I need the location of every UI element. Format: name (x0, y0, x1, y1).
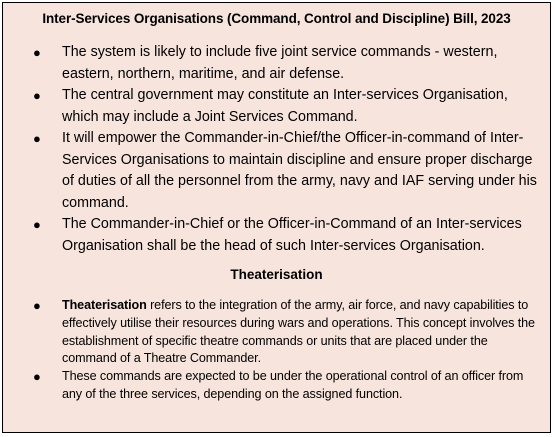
bullet-icon: ● (33, 217, 41, 232)
list-item (33, 214, 538, 257)
bill-title: Inter-Services Organisations (Command, Control and Discipline) Bill, 2023 (42, 11, 511, 26)
theaterisation-title: Theaterisation (230, 267, 323, 282)
list-item (33, 297, 543, 368)
bullet-icon: ● (33, 88, 41, 103)
list-item-text: These commands are expected to be under the operational control of an officer from any of the three services, depending on the assigned function. (62, 369, 524, 401)
bullet-icon: ● (33, 131, 41, 146)
bullet-icon: ● (33, 298, 41, 313)
list-item (33, 368, 543, 404)
list-item (33, 128, 538, 214)
list-item-text: It will empower the Commander-in-Chief/the Officer-in-command of Inter-Services Organisations to maintain discipline and ensure proper discharge of duties of all the personnel from the army, navy and IAF serving under his command. (62, 130, 537, 211)
bullet-icon: ● (33, 45, 41, 60)
list-item-text: refers to the integration of the army, air force, and navy capabilities to effectively utilise their resources during wars and operations. This concept involves the establishment of specific theatre commands or units that are placed under the command of a Theatre Commander. (62, 298, 535, 366)
list-item-text: The central government may constitute an Inter-services Organisation, which may include a Joint Services Command. (62, 87, 508, 125)
list-item (33, 85, 538, 128)
bill-points-list (33, 42, 538, 257)
theaterisation-points-list (33, 297, 543, 404)
list-item-text: The Commander-in-Chief or the Officer-in-Command of an Inter-services Organisation shall be the head of such Inter-services Organisation. (62, 216, 522, 254)
list-item-text: The system is likely to include five joint service commands - western, eastern, northern, maritime, and air defense. (62, 44, 498, 82)
bullet-icon: ● (33, 369, 41, 385)
info-box (2, 2, 551, 433)
theaterisation-term: Theaterisation (62, 298, 147, 312)
list-item (33, 42, 538, 85)
